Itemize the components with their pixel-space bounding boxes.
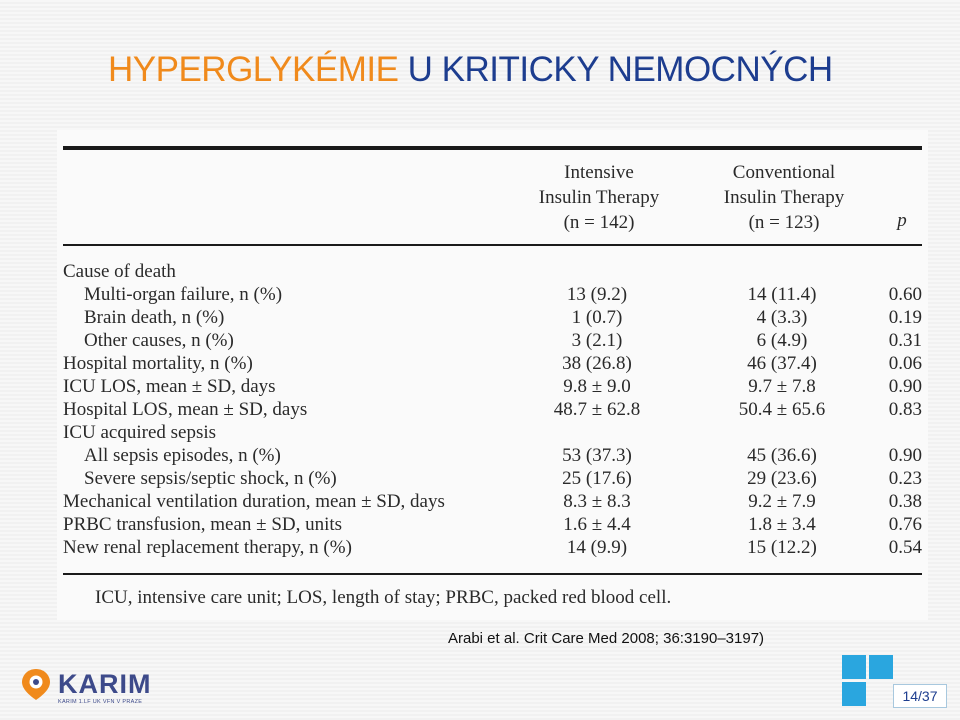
page-number: 14/37 xyxy=(893,684,947,708)
logo-subtitle: KARIM 1.LF UK VFN V PRAZE xyxy=(58,699,143,705)
table-row xyxy=(57,398,928,421)
cell-conventional: 50.4 ± 65.6 xyxy=(738,399,826,420)
table-row xyxy=(57,375,928,398)
table-row xyxy=(57,283,928,306)
blue-squares-icon xyxy=(842,655,894,707)
row-label: Mechanical ventilation duration, mean ± SD, days xyxy=(63,491,445,512)
cell-conventional: 46 (37.4) xyxy=(747,353,817,374)
row-label: PRBC transfusion, mean ± SD, units xyxy=(63,514,343,535)
title-highlight: HYPERGLYKÉMIE xyxy=(108,50,399,89)
logo-text: KARIM xyxy=(58,669,152,699)
column-header-conventional xyxy=(694,160,874,235)
header-line: Conventional xyxy=(732,162,836,183)
table-row xyxy=(57,352,928,375)
table-row xyxy=(57,444,928,467)
header-line: Intensive xyxy=(564,162,634,183)
cell-conventional: 4 (3.3) xyxy=(756,307,808,328)
row-label: Hospital LOS, mean ± SD, days xyxy=(63,399,308,420)
header-line: Insulin Therapy xyxy=(723,187,845,208)
row-label: All sepsis episodes, n (%) xyxy=(84,445,281,466)
cell-p-value: 0.83 xyxy=(888,399,922,420)
cell-p-value: 0.90 xyxy=(888,445,922,466)
cell-conventional: 45 (36.6) xyxy=(747,445,817,466)
cell-intensive: 1 (0.7) xyxy=(571,307,623,328)
cell-intensive: 3 (2.1) xyxy=(571,330,623,351)
header-line: Insulin Therapy xyxy=(538,187,660,208)
cell-p-value: 0.06 xyxy=(888,353,922,374)
column-header-intensive xyxy=(514,160,684,235)
cell-conventional: 1.8 ± 3.4 xyxy=(748,514,816,535)
row-label: Other causes, n (%) xyxy=(84,330,234,351)
row-label: Multi-organ failure, n (%) xyxy=(84,284,283,305)
karim-logo xyxy=(20,667,150,709)
cell-conventional: 6 (4.9) xyxy=(756,330,808,351)
cell-p-value: 0.54 xyxy=(888,537,922,558)
table-row xyxy=(57,306,928,329)
cell-conventional: 9.7 ± 7.8 xyxy=(748,376,816,397)
row-label: Cause of death xyxy=(63,261,176,282)
cell-p-value: 0.38 xyxy=(888,491,922,512)
cell-conventional: 29 (23.6) xyxy=(747,468,817,489)
row-label: ICU acquired sepsis xyxy=(63,422,217,443)
cell-intensive: 38 (26.8) xyxy=(562,353,632,374)
table-top-rule xyxy=(63,146,922,150)
title-rest: U KRITICKY NEMOCNÝCH xyxy=(407,50,833,89)
results-table xyxy=(57,130,928,620)
cell-p-value: 0.31 xyxy=(888,330,922,351)
cell-intensive: 48.7 ± 62.8 xyxy=(553,399,641,420)
cell-p-value: 0.76 xyxy=(888,514,922,535)
cell-p-value: 0.60 xyxy=(888,284,922,305)
table-row xyxy=(57,421,928,444)
row-label: Brain death, n (%) xyxy=(84,307,225,328)
row-label: Hospital mortality, n (%) xyxy=(63,353,253,374)
row-label: New renal replacement therapy, n (%) xyxy=(63,537,352,558)
cell-intensive: 9.8 ± 9.0 xyxy=(563,376,631,397)
row-label: ICU LOS, mean ± SD, days xyxy=(63,376,276,397)
table-footnote: ICU, intensive care unit; LOS, length of stay; PRBC, packed red blood cell. xyxy=(95,587,672,608)
table-header-rule xyxy=(63,244,922,246)
table-row xyxy=(57,260,928,283)
cell-p-value: 0.23 xyxy=(888,468,922,489)
table-bottom-rule xyxy=(63,573,922,575)
table-row xyxy=(57,490,928,513)
cell-intensive: 25 (17.6) xyxy=(562,468,632,489)
header-line: (n = 142) xyxy=(563,212,635,233)
citation: Arabi et al. Crit Care Med 2008; 36:3190–3197) xyxy=(448,630,765,647)
slide-title xyxy=(108,50,833,90)
cell-p-value: 0.90 xyxy=(888,376,922,397)
row-label: Severe sepsis/septic shock, n (%) xyxy=(84,468,337,489)
cell-intensive: 8.3 ± 8.3 xyxy=(563,491,631,512)
cell-intensive: 1.6 ± 4.4 xyxy=(563,514,631,535)
cell-p-value: 0.19 xyxy=(888,307,922,328)
table-row xyxy=(57,513,928,536)
column-header-p: p xyxy=(897,210,907,231)
table-row xyxy=(57,329,928,352)
cell-conventional: 15 (12.2) xyxy=(747,537,817,558)
karim-logo-icon xyxy=(20,667,52,701)
cell-intensive: 53 (37.3) xyxy=(562,445,632,466)
table-row xyxy=(57,536,928,559)
cell-intensive: 13 (9.2) xyxy=(566,284,628,305)
table-row xyxy=(57,467,928,490)
header-line: (n = 123) xyxy=(748,212,820,233)
cell-intensive: 14 (9.9) xyxy=(566,537,628,558)
cell-conventional: 9.2 ± 7.9 xyxy=(748,491,816,512)
cell-conventional: 14 (11.4) xyxy=(747,284,817,305)
